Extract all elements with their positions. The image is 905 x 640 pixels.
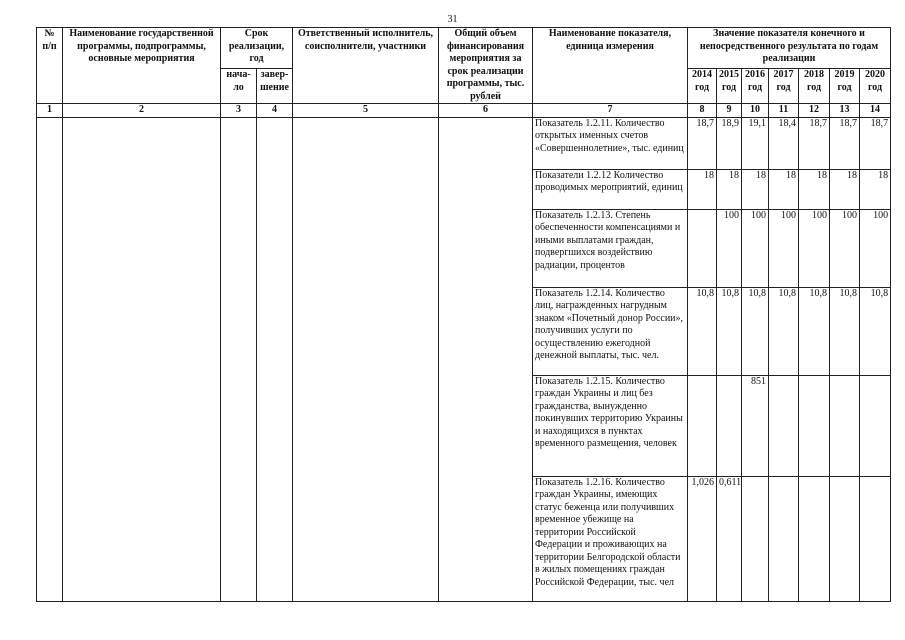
column-number: 9: [717, 104, 742, 118]
program-table: [36, 27, 891, 602]
value-cell: 18,4: [769, 117, 799, 169]
header-year: 2014 год: [688, 69, 717, 104]
cell-executor: [293, 117, 439, 601]
header-term-end: завер-шение: [257, 69, 293, 104]
indicator-cell: Показатель 1.2.11. Количество открытых именных счетов «Совершеннолетние», тыс. единиц: [533, 117, 688, 169]
value-cell: 18: [830, 169, 860, 209]
value-cell: [769, 476, 799, 601]
value-cell: 100: [742, 209, 769, 287]
header-num: № п/п: [37, 28, 63, 104]
column-number: 10: [742, 104, 769, 118]
value-cell: 100: [830, 209, 860, 287]
value-cell: 18: [769, 169, 799, 209]
column-number: 8: [688, 104, 717, 118]
value-cell: [799, 375, 830, 476]
value-cell: 18: [742, 169, 769, 209]
value-cell: 10,8: [742, 287, 769, 375]
column-number: 12: [799, 104, 830, 118]
value-cell: 18: [717, 169, 742, 209]
value-cell: 10,8: [860, 287, 891, 375]
indicator-cell: Показатель 1.2.15. Количество граждан Украины и лиц без гражданства, вынужденно покинувших территорию Украины и находящихся в пунктах временного размещения, человек: [533, 375, 688, 476]
value-cell: [830, 375, 860, 476]
page-number: 31: [447, 14, 458, 25]
header-program-name: Наименование государственной программы, подпрограммы, основные мероприятия: [63, 28, 221, 104]
header-financing: Общий объем финансирования мероприятия за срок реализации программы, тыс. рублей: [439, 28, 533, 104]
value-cell: 19,1: [742, 117, 769, 169]
column-number: 4: [257, 104, 293, 118]
column-number: 3: [221, 104, 257, 118]
header-year: 2018 год: [799, 69, 830, 104]
value-cell: [860, 375, 891, 476]
header-values: Значение показателя конечного и непосредственного результата по годам реализации: [688, 28, 891, 69]
column-number: 11: [769, 104, 799, 118]
header-year: 2015 год: [717, 69, 742, 104]
indicator-cell: Показатель 1.2.14. Количество лиц, награжденных нагрудным знаком «Почетный донор России», получивших услуги по осуществлению ежегодной денежной выплаты, тыс. чел.: [533, 287, 688, 375]
value-cell: 18: [799, 169, 830, 209]
indicator-cell: Показатели 1.2.12 Количество проводимых мероприятий, единиц: [533, 169, 688, 209]
header-year: 2019 год: [830, 69, 860, 104]
value-cell: 18,7: [860, 117, 891, 169]
value-cell: [830, 476, 860, 601]
value-cell: [860, 476, 891, 601]
value-cell: 18: [688, 169, 717, 209]
value-cell: 10,8: [688, 287, 717, 375]
cell-financing: [439, 117, 533, 601]
column-number: 14: [860, 104, 891, 118]
value-cell: 10,8: [717, 287, 742, 375]
column-number-row: [37, 104, 891, 118]
cell-program-name: [63, 117, 221, 601]
header-indicator: Наименование показателя, единица измерения: [533, 28, 688, 104]
value-cell: 18,7: [688, 117, 717, 169]
value-cell: 100: [799, 209, 830, 287]
cell-term-end: [257, 117, 293, 601]
value-cell: [688, 209, 717, 287]
column-number: 5: [293, 104, 439, 118]
value-cell: [688, 375, 717, 476]
value-cell: 0,611: [717, 476, 742, 601]
indicator-cell: Показатель 1.2.13. Степень обеспеченности компенсациями и иными выплатами граждан, подвергшихся воздействию радиации, процентов: [533, 209, 688, 287]
value-cell: 18: [860, 169, 891, 209]
value-cell: [799, 476, 830, 601]
header-year: 2016 год: [742, 69, 769, 104]
value-cell: 10,8: [830, 287, 860, 375]
column-number: 13: [830, 104, 860, 118]
indicator-cell: Показатель 1.2.16. Количество граждан Украины, имеющих статус беженца или получивших временное убежище на территории Российской Федерации и проживающих на территории Белгородской области в жилых помещениях граждан Российской Федерации, тыс. чел: [533, 476, 688, 601]
column-number: 7: [533, 104, 688, 118]
column-number: 1: [37, 104, 63, 118]
value-cell: 100: [769, 209, 799, 287]
column-number: 2: [63, 104, 221, 118]
header-term: Срок реализации, год: [221, 28, 293, 69]
value-cell: 100: [860, 209, 891, 287]
cell-term-start: [221, 117, 257, 601]
value-cell: 18,7: [830, 117, 860, 169]
value-cell: 10,8: [769, 287, 799, 375]
column-number: 6: [439, 104, 533, 118]
value-cell: [769, 375, 799, 476]
header-term-start: нача-ло: [221, 69, 257, 104]
header-year: 2017 год: [769, 69, 799, 104]
table-row: [37, 117, 891, 169]
value-cell: 1,026: [688, 476, 717, 601]
value-cell: 851: [742, 375, 769, 476]
cell-num: [37, 117, 63, 601]
value-cell: 100: [717, 209, 742, 287]
value-cell: [742, 476, 769, 601]
value-cell: 18,9: [717, 117, 742, 169]
value-cell: 10,8: [799, 287, 830, 375]
value-cell: 18,7: [799, 117, 830, 169]
value-cell: [717, 375, 742, 476]
header-year: 2020 год: [860, 69, 891, 104]
header-executor: Ответственный исполнитель, соисполнители, участники: [293, 28, 439, 104]
